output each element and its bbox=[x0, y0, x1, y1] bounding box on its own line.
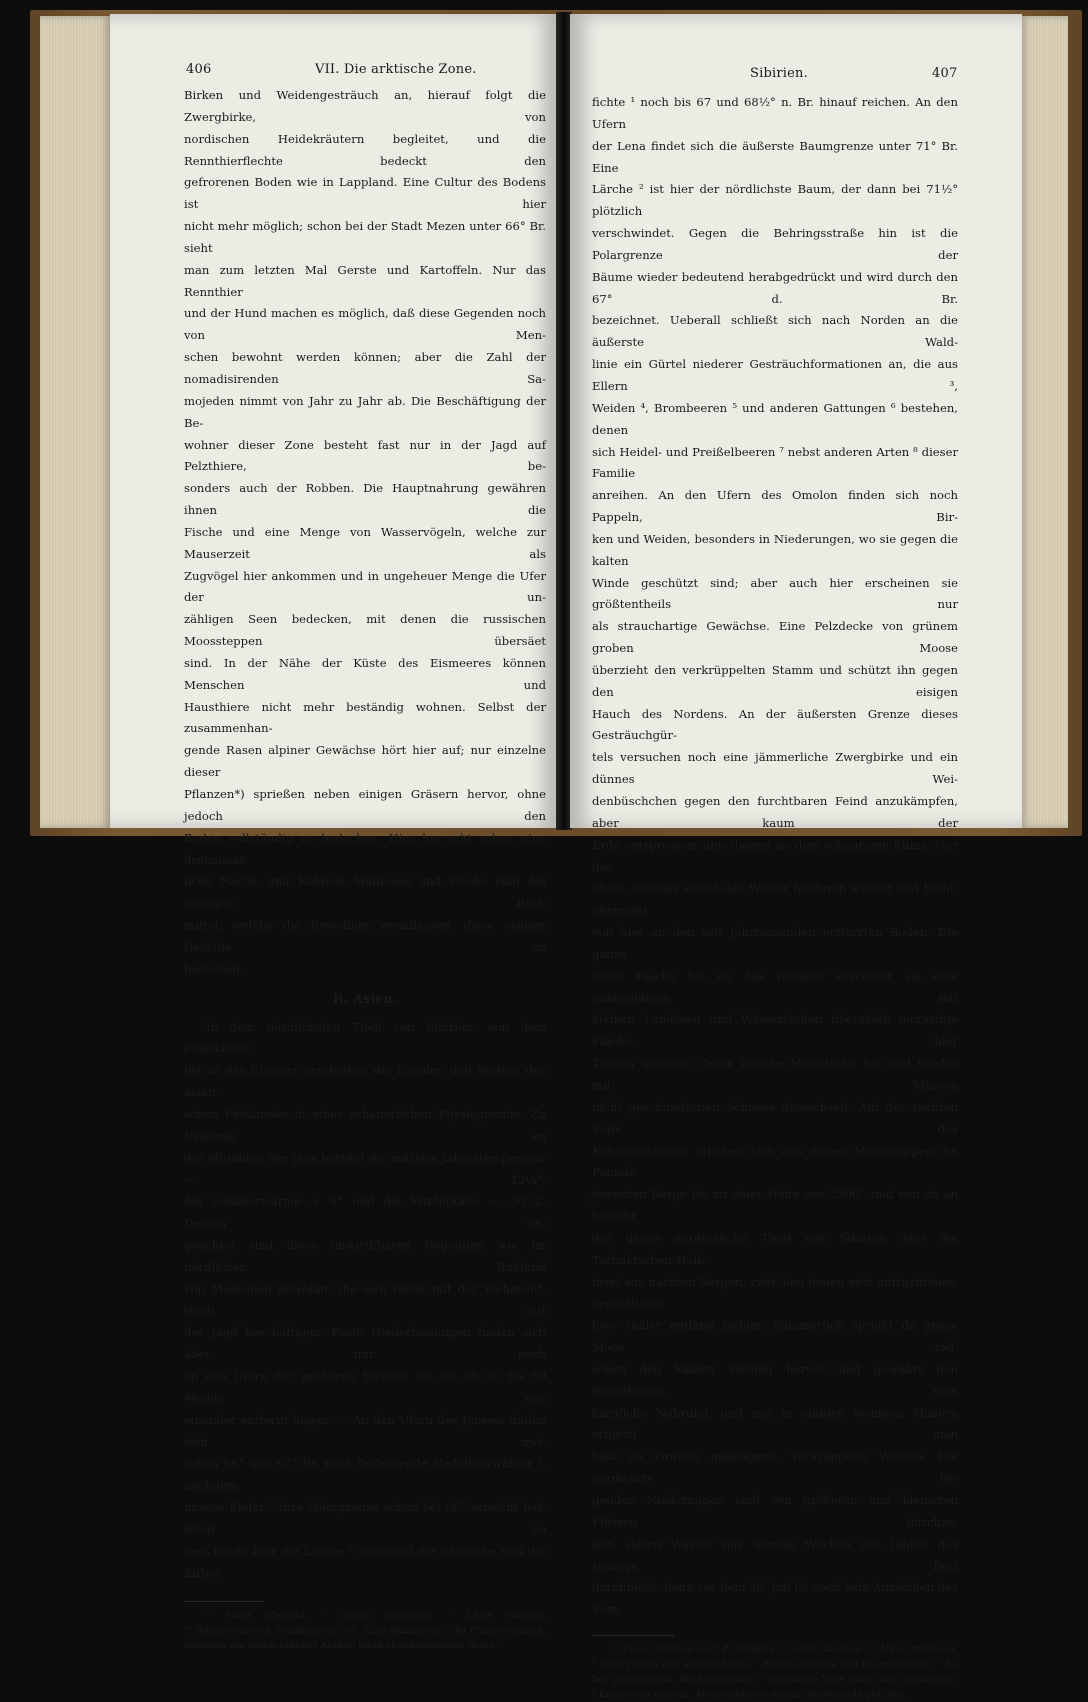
text-line: Tundra genannt, deren bleiche Moosdecke hin und wieder mit Massen bbox=[592, 1056, 958, 1092]
text-line: kärgliche Nahrung, und nur in einigen wenigen Thälern erblickt man bbox=[592, 1405, 958, 1442]
text-line: Zugvögel hier ankommen und in ungeheuer Menge die Ufer der un- bbox=[184, 568, 546, 605]
text-line: nicht geschmolzenen Schnees abwechselt. Auf der rechten Seite des bbox=[592, 1099, 958, 1136]
body-text bbox=[184, 85, 546, 1653]
paragraph bbox=[592, 92, 958, 1621]
text-line: der Jagd beschäftigen. Feste Niederlassungen finden sich aber nur noch bbox=[184, 1325, 546, 1362]
text-line: von Menschen bewohnt, die sich theils mit der Viehzucht, theils mit bbox=[184, 1281, 546, 1318]
text-line: überzieht den verkrüppelten Stamm und schützt ihn gegen den eisigen bbox=[592, 662, 958, 699]
text-line: bezeichnet. Ueberall schließt sich nach Norden an die äußerste Wald- bbox=[592, 313, 958, 350]
text-line: sonders auch der Robben. Die Hauptnahrung gewähren ihnen die bbox=[184, 481, 546, 518]
text-line: genden Niederungen sind von größeren und kleineren Flüssen durchzo- bbox=[592, 1493, 958, 1529]
footnote-rule bbox=[592, 1635, 674, 1636]
footnote-line: ⁴ Salix retusa und andere Arten. ⁵ Rubus arcticus und chamaemorus. ⁶ Ri- bbox=[592, 1659, 958, 1671]
paragraph bbox=[184, 1017, 546, 1585]
section-heading: B. Asien. bbox=[332, 991, 398, 1007]
text-line: gefrorenen Boden wie in Lappland. Eine Cultur des Bodens ist hier bbox=[184, 175, 546, 212]
text-line: In dem nördlichsten Theil von Sibirien, von dem Polarkreise bbox=[184, 1019, 546, 1056]
text-line: an den Ufern der größeren Ströme, wo sie oft 40 bis 50 Meilen von bbox=[184, 1369, 546, 1405]
text-line: Boden vollständig zu bedecken. Hier herrscht schon eine dreimonat- bbox=[184, 830, 546, 867]
text-line: liche Nacht, und Robben, Wallrosse und Fische sind die einzigen Reiz- bbox=[184, 874, 546, 911]
text-line: kleinen Landseen und Wasserlachen übersäete morastige Fläche, hier bbox=[592, 1012, 958, 1049]
text-line: halb zu Grunde gegangene, verkrüppelte Weiden. Die nordwärts lie- bbox=[592, 1449, 958, 1486]
text-line: Bäume wieder bedeutend herabgedrückt und wird durch den 67° d. Br. bbox=[592, 269, 958, 306]
text-line: Lärche ² ist hier der nördlichste Baum, der dann bei 71½° plötzlich bbox=[592, 182, 958, 219]
text-line: lose Thäler entlang ziehen. Kümmerlich sprießt da graue Moos zwi- bbox=[592, 1318, 958, 1355]
text-line: man zum letzten Mal Gerste und Kartoffeln. Nur das Rennthier bbox=[184, 262, 546, 299]
left-page bbox=[110, 14, 558, 1651]
text-line: gen, deren Wasser nur wenige Wochen des Jahres das steinige Bett bbox=[592, 1536, 958, 1573]
text-line: von hier an den seit Jahrtausenden erstarrten Boden. Die ganze bbox=[592, 925, 958, 961]
text-line: Moos, welches selbst den Winter hindurch wächst und blüht, überzieht bbox=[592, 881, 958, 918]
right-page-edges bbox=[1018, 16, 1068, 828]
text-line: insel aus nackten Bergen, zwischen denen sich unfruchtbare, vegetations- bbox=[592, 1274, 958, 1311]
text-line: Weiden ⁴, Brombeeren ⁵ und anderen Gattungen ⁶ bestehen, denen bbox=[592, 400, 958, 437]
text-line: wohner dieser Zone besteht fast nur in der Jagd auf Pelzthiere, be- bbox=[184, 437, 546, 474]
text-line: Hausthiere nicht mehr beständig wohnen. Selbst der zusammenhan- bbox=[184, 699, 546, 736]
footnote-line: ¹ Pinus obovata. ² Pinus sylvestris. ³ Larix sibirica. bbox=[206, 1609, 546, 1621]
right-page bbox=[570, 14, 1022, 1701]
footnote-line: ⁸ Empetrum nigrum, Arctostaphylos alpina, Andromeda polifolia. bbox=[592, 1689, 909, 1701]
footnotes bbox=[592, 1642, 958, 1702]
text-line: der Mündung der Jana beträgt die mittlere Jahrestemperatur — 12¼°, bbox=[184, 1150, 546, 1187]
footnote-line: ¹ Pinus sibirica und P. Cembra. ² Larix daurica. ³ Alnus fruticosa. bbox=[614, 1644, 958, 1656]
text-line: anreihen. An den Ufern des Omolon finden sich noch Pappeln, Bir- bbox=[592, 488, 958, 525]
text-line: Erde entsprossen, unterliegen sie dem schaurigen Klima. Nur das bbox=[592, 837, 958, 874]
text-line: unsere Kiefer ² ihre Polargrenze schon bei 66° erreicht hat. Eben so bbox=[184, 1500, 546, 1536]
body-text bbox=[592, 92, 958, 1702]
page-number: 406 bbox=[186, 62, 212, 77]
text-line: fichte ¹ noch bis 67 und 68½° n. Br. hinauf reichen. An den Ufern bbox=[592, 95, 958, 131]
text-line: schen 66° und 67° Br. noch bedeutende Nadelholzwälder ¹, nachdem bbox=[184, 1456, 546, 1493]
text-line: verschwindet. Gegen die Behringsstraße hin ist die Polargrenze der bbox=[592, 226, 958, 262]
text-line: mittel, welche die Bewohner veranlassen, diese eisigen Gestade zu bbox=[184, 918, 546, 954]
paragraph bbox=[184, 85, 546, 981]
text-line: durchfließt, denn vor dem 20. Juli ist noch kein Anzeichen des Som- bbox=[592, 1580, 958, 1617]
text-line: mojeden nimmt von Jahr zu Jahr ab. Die Beschäftigung der Be- bbox=[184, 393, 546, 430]
page-number: 407 bbox=[932, 66, 958, 81]
text-line: und der Hund machen es möglich, daß diese Gegenden noch von Men- bbox=[184, 306, 546, 343]
text-line: sich Heidel- und Preißelbeeren ⁷ nebst anderen Arten ⁸ dieser Familie bbox=[592, 444, 958, 481]
running-title: Sibirien. bbox=[750, 66, 808, 81]
running-title: VII. Die arktische Zone. bbox=[315, 62, 477, 77]
text-line: Hauch des Nordens. An der äußersten Grenze dieses Gesträuchgür- bbox=[592, 706, 958, 743]
footnote-rule bbox=[184, 1601, 264, 1602]
text-line: ken und Weiden, besonders in Niederungen, wo sie gegen die kalten bbox=[592, 531, 958, 568]
text-line: geachtet sind diese unwirthbaren Gegenden wie im nördlichen Rußland bbox=[184, 1238, 546, 1274]
text-line: sind. In der Nähe der Küste des Eismeeres können Menschen und bbox=[184, 655, 546, 692]
text-line: nicht mehr möglich; schon bei der Stadt Mezen unter 66° Br. sieht bbox=[184, 219, 546, 255]
text-line: weit reicht hier die Lärche ³, während die sibirische und die Zirbel- bbox=[184, 1543, 546, 1580]
footnote-line: *) Ranunculaceen, Saxifrageen, etc. Eine Anzahl von 340 Phanerogamen, bbox=[184, 1624, 546, 1636]
footnote-line: darunter ein beträchtlicher Antheil nicht skandinavischer Arten. bbox=[184, 1639, 499, 1651]
text-line: tels versuchen noch eine jämmerliche Zwergbirke und ein dünnes Wei- bbox=[592, 750, 958, 787]
text-line: als strauchartige Gewächse. Eine Pelzdecke von grünem groben Moose bbox=[592, 619, 958, 656]
footnotes bbox=[184, 1608, 546, 1653]
footnote-line: bes propinquum, Rosa acicularis. ⁷ Vaccinium Vitis Idaea und uliginosum. bbox=[592, 1674, 958, 1686]
text-line: Kolyma-Stromes erheben sich aus diesen Moossteppen die Pantele- bbox=[592, 1143, 958, 1180]
text-line: nordischen Heidekräutern begleitet, und die Rennthierflechte bedeckt den bbox=[184, 131, 546, 168]
text-line: Winde geschützt sind; aber auch hier erscheinen sie größtentheils nur bbox=[592, 575, 958, 612]
left-page-edges bbox=[40, 16, 112, 828]
text-line: jewschen Berge bis zu einer Höhe von 2500', und von da an besteht bbox=[592, 1187, 958, 1224]
text-line: Fische und eine Menge von Wasservögeln, welche zur Mauserzeit als bbox=[184, 524, 546, 561]
text-line: linie ein Gürtel niederer Gesträuchformationen an, die aus Ellern ³, bbox=[592, 357, 958, 393]
text-line: bis an das Eismeer erscheinen die Einöden und Wüsten des asiati- bbox=[184, 1063, 546, 1100]
text-line: gende Rasen alpiner Gewächse hört hier auf; nur einzelne dieser bbox=[184, 743, 546, 780]
text-line: denbüschchen gegen den furchtbaren Feind anzukämpfen, aber kaum der bbox=[592, 794, 958, 830]
text-line: schen den kahlen Steinen hervor und gewährt den Rennthieren eine bbox=[592, 1361, 958, 1398]
text-line: besuchen. bbox=[184, 961, 244, 976]
text-line: Birken und Weidengesträuch an, hierauf folgt die Zwergbirke, von bbox=[184, 88, 546, 124]
text-line: der ganze nordöstliche Theil von Sibirien oder die Tschuktschen-Halb- bbox=[592, 1230, 958, 1267]
text-line: schen bewohnt werden können; aber die Zahl der nomadisirenden Sa- bbox=[184, 350, 546, 386]
text-line: zähligen Seen bedecken, mit denen die russischen Moossteppen übersäet bbox=[184, 612, 546, 649]
text-line: weite Fläche bis an das Eismeer erscheint als eine unabsehbare, mit bbox=[592, 968, 958, 1005]
text-line: schen Festlandes in einer schauerlichen Physiognomie. Zu Ustjansk an bbox=[184, 1106, 546, 1143]
text-line: die Sommerwärme + 8° und die Winterkälte — 30°,2. Dessen un- bbox=[184, 1194, 546, 1231]
text-line: einander entfernt liegen. — An den Ufern des Jenesei finden sich zwi- bbox=[184, 1412, 546, 1449]
text-line: der Lena findet sich die äußerste Baumgrenze unter 71° Br. Eine bbox=[592, 138, 958, 175]
text-line: Pflanzen*) sprießen neben einigen Gräsern hervor, ohne jedoch den bbox=[184, 787, 546, 823]
